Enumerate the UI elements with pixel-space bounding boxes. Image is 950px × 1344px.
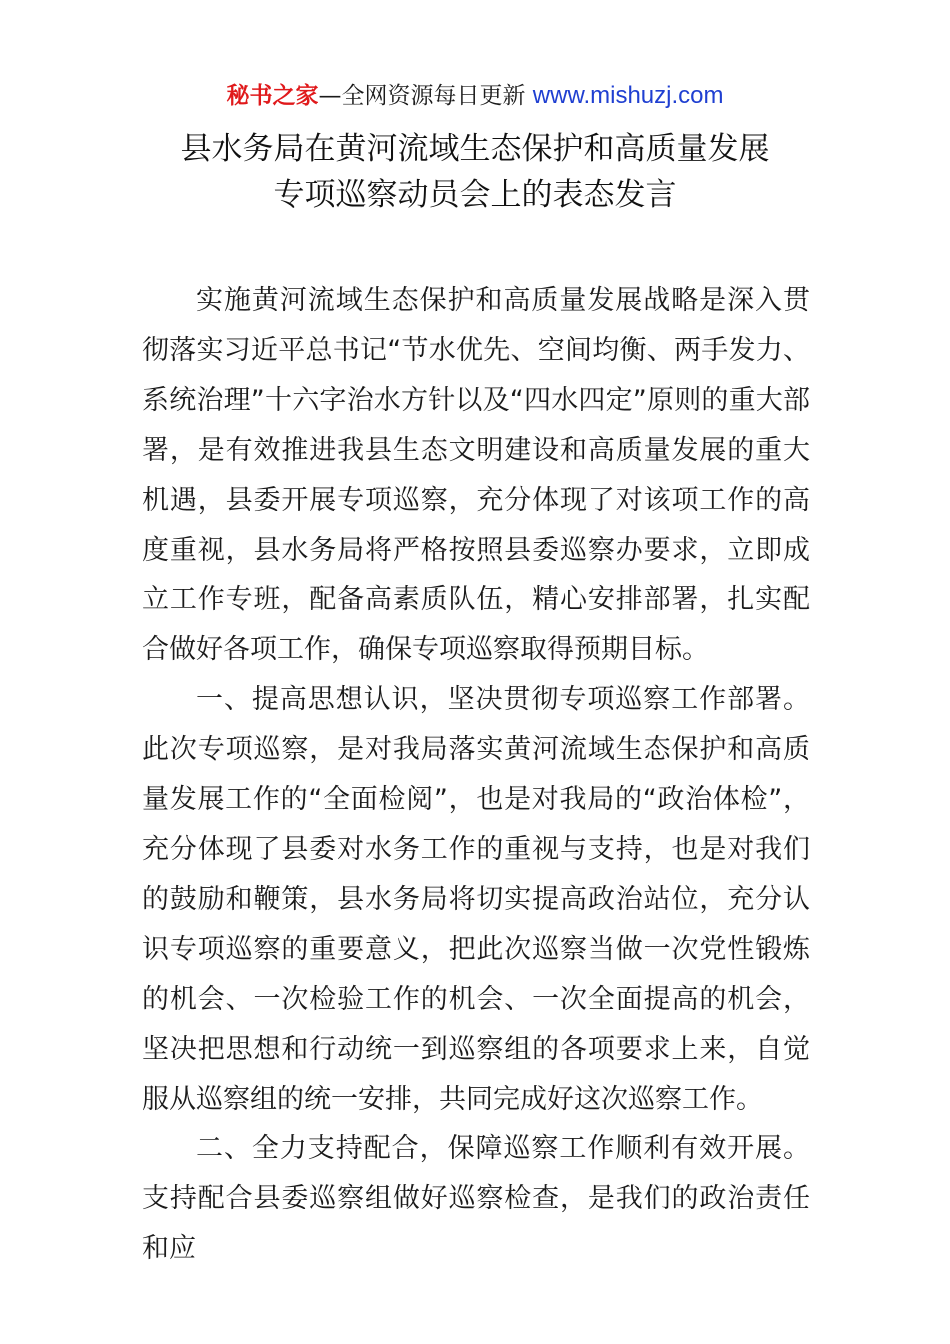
site-url-link[interactable]: www.mishuzj.com: [532, 82, 724, 109]
site-brand: 秘书之家: [226, 83, 319, 109]
document-body: [142, 276, 810, 1274]
document-title: [0, 126, 950, 218]
document-title-line-1: 县水务局在黄河流域生态保护和高质量发展: [180, 131, 770, 167]
paragraph-intro: 实施黄河流域生态保护和高质量发展战略是深入贯彻落实习近平总书记“节水优先、空间均衡、两手发力、系统治理”十六字治水方针以及“四水四定”原则的重大部署，是有效推进我县生态文明建设和高质量发展的重大机遇，县委开展专项巡察，充分体现了对该项工作的高度重视，县水务局将严格按照县委巡察办要求，立即成立工作专班，配备高素质队伍，精心安排部署，扎实配合做好各项工作，确保专项巡察取得预期目标。: [142, 285, 810, 666]
site-tagline: —全网资源每日更新: [318, 83, 533, 109]
paragraph-section-2: 二、全力支持配合，保障巡察工作顺利有效开展。支持配合县委巡察组做好巡察检查，是我们的政治责任和应: [142, 1133, 810, 1265]
paragraph-section-1: 一、提高思想认识，坚决贯彻专项巡察工作部署。此次专项巡察，是对我局落实黄河流域生态保护和高质量发展工作的“全面检阅”，也是对我局的“政治体检”，充分体现了县委对水务工作的重视与支持，也是对我们的鼓励和鞭策，县水务局将切实提高政治站位，充分认识专项巡察的重要意义，把此次巡察当做一次党性锻炼的机会、一次检验工作的机会、一次全面提高的机会，坚决把思想和行动统一到巡察组的各项要求上来，自觉服从巡察组的统一安排，共同完成好这次巡察工作。: [142, 684, 810, 1115]
site-header: [0, 80, 950, 112]
document-title-line-2: 专项巡察动员会上的表态发言: [273, 177, 677, 213]
